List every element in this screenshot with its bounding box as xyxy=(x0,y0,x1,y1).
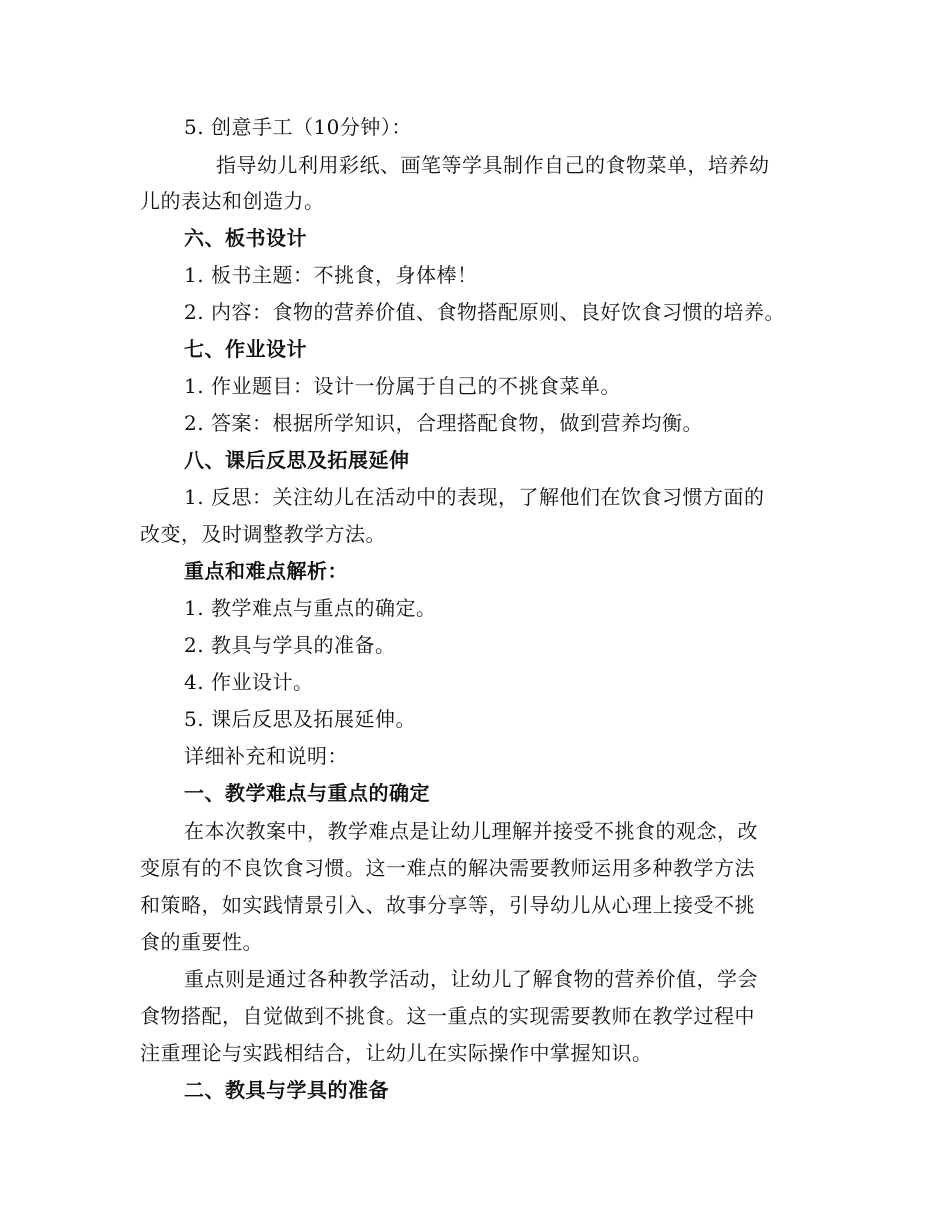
section-heading-difficulty: 一、教学难点与重点的确定 xyxy=(184,781,430,805)
paragraph-line: 详细补充和说明： xyxy=(184,744,348,768)
list-item-creative-craft: 5. 创意手工（10分钟）： xyxy=(184,115,412,139)
list-item: 1. 反思：关注幼儿在活动中的表现，了解他们在饮食习惯方面的 xyxy=(184,485,765,509)
list-item: 2. 教具与学具的准备。 xyxy=(184,633,396,657)
paragraph-line: 食物搭配，自觉做到不挑食。这一重点的实现需要教师在教学过程中 xyxy=(140,1004,755,1028)
paragraph-line: 改变，及时调整教学方法。 xyxy=(140,522,386,546)
section-heading-board-design: 六、板书设计 xyxy=(184,226,307,250)
paragraph-line: 和策略，如实践情景引入、故事分享等，引导幼儿从心理上接受不挑 xyxy=(140,893,755,917)
list-item: 1. 教学难点与重点的确定。 xyxy=(184,596,437,620)
list-item: 4. 作业设计。 xyxy=(184,670,314,694)
list-item: 2. 答案：根据所学知识，合理搭配食物，做到营养均衡。 xyxy=(184,411,703,435)
section-heading-reflection: 八、课后反思及拓展延伸 xyxy=(184,448,410,472)
section-heading-materials: 二、教具与学具的准备 xyxy=(184,1078,389,1102)
paragraph-line: 食的重要性。 xyxy=(140,930,263,954)
paragraph-line: 重点则是通过各种教学活动，让幼儿了解食物的营养价值，学会 xyxy=(184,967,758,991)
list-item: 1. 作业题目：设计一份属于自己的不挑食菜单。 xyxy=(184,374,621,398)
paragraph-line: 在本次教案中，教学难点是让幼儿理解并接受不挑食的观念，改 xyxy=(184,819,758,843)
paragraph-line: 注重理论与实践相结合，让幼儿在实际操作中掌握知识。 xyxy=(140,1041,653,1065)
section-heading-homework-design: 七、作业设计 xyxy=(184,337,307,361)
list-item: 2. 内容：食物的营养价值、食物搭配原则、良好饮食习惯的培养。 xyxy=(184,300,785,324)
paragraph-line: 儿的表达和创造力。 xyxy=(140,189,325,213)
list-item: 5. 课后反思及拓展延伸。 xyxy=(184,707,416,731)
paragraph-line: 变原有的不良饮食习惯。这一难点的解决需要教师运用多种教学方法 xyxy=(140,856,755,880)
paragraph-line: 指导幼儿利用彩纸、画笔等学具制作自己的食物菜单，培养幼 xyxy=(216,153,770,177)
section-heading-key-points: 重点和难点解析： xyxy=(184,559,348,583)
list-item: 1. 板书主题：不挑食，身体棒！ xyxy=(184,263,478,287)
